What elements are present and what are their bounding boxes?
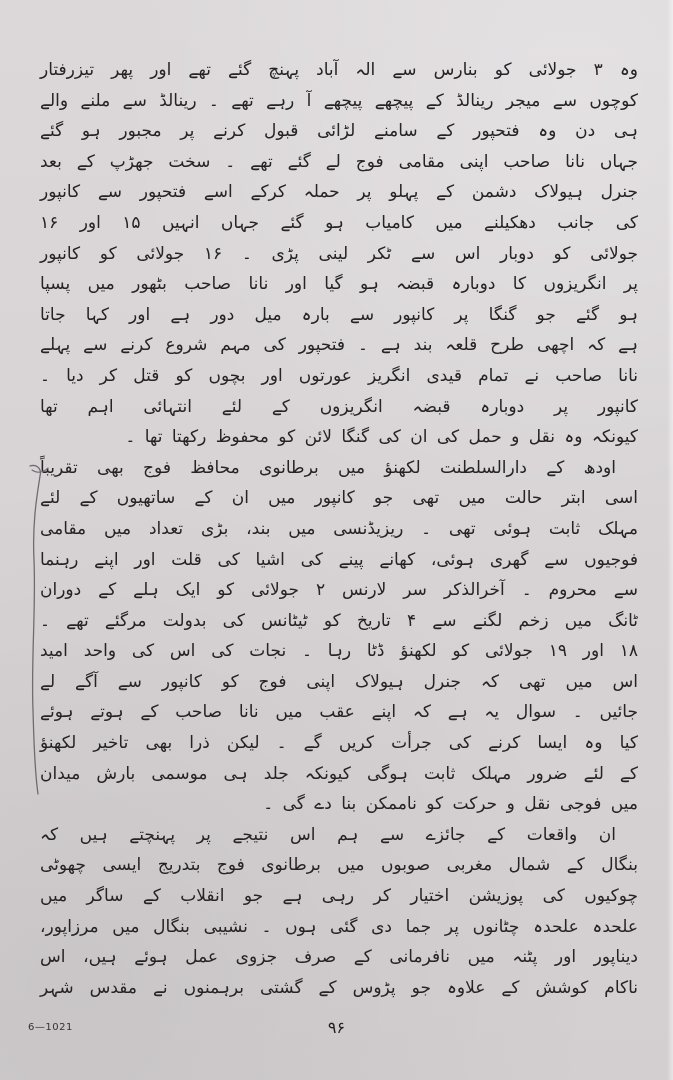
text-line: دیناپور اور پٹنہ میں نافرمانی کے صرف جزوی عمل ہوئے ہیں، اس: [40, 947, 638, 968]
text-line: جہاں نانا صاحب اپنی مقامی فوج لے گئے تھے ۔ سخت جھڑپ کے بعد: [40, 151, 638, 172]
text-line: جائیں ۔ سوال یہ ہے کہ اپنے عقب میں نانا صاحب کے ہوتے ہوئے: [40, 702, 638, 723]
text-line: پر انگریزوں کا دوبارہ قبضہ ہو گیا اور نانا صاحب بٹھور میں پسپا: [40, 274, 638, 295]
text-line: ناکام کوشش کے علاوہ جو پڑوس کے گشتی برہمنوں نے مقدس شہر: [40, 977, 638, 998]
text-line: جولائی کو دوبار اس سے ٹکر لینی پڑی ۔ ۱۶ جولائی کو کانپور: [40, 243, 638, 264]
urdu-text-block: [40, 55, 639, 998]
text-line: کے لئے ضرور مہلک ثابت ہوگی کیونکہ جلد ہی موسمی بارش میدان: [40, 763, 638, 784]
text-line: ٹانگ میں زخم لگنے سے ۴ تاریخ کو ٹیٹانس کی بدولت مرگئے تھے ۔: [40, 610, 638, 631]
text-line: ۱۸ اور ۱۹ جولائی کو لکھنؤ ڈٹا رہا ۔ نجات کی اس کی واحد امید: [40, 641, 638, 662]
text-line: مہلک ثابت ہوئی تھی ۔ ریزیڈنسی میں بند، بڑی تعداد میں مقامی: [40, 518, 638, 539]
text-line: سے محروم ۔ آخرالذکر سر لارنس ۲ جولائی کو ایک ہلے کے دوران: [40, 580, 638, 601]
text-line: اس میں تھی کہ جنرل ہیولاک اپنی فوج کو کانپور سے آگے لے: [40, 671, 638, 692]
text-line: اودھ کے دارالسلطنت لکھنؤ میں برطانوی محافظ فوج بھی تقریباً: [40, 457, 616, 478]
text-line: کانپور پر دوبارہ قبضہ انگریزوں کے لئے انتہائی اہم تھا: [40, 396, 638, 417]
text-line: نانا صاحب نے تمام قیدی انگریز عورتوں اور بچوں کو قتل کر دیا ۔: [40, 365, 638, 386]
text-line: میں فوجی نقل و حرکت کو ناممکن بنا دے گی ۔: [263, 794, 638, 815]
text-line: اسی ابتر حالت میں تھی جو کانپور میں ان کے ساتھیوں کے لئے: [40, 488, 638, 509]
text-line: چوکیوں کی پوزیشن اختیار کر رہی ہے جو انقلاب کے ساگر میں: [40, 886, 638, 907]
text-line: علحدہ علحدہ چٹانوں پر جما دی گئی ہوں ۔ نشیبی بنگال میں مرزاپور،: [40, 916, 638, 937]
text-line: ہو گئے جو گنگا پر کانپور سے بارہ میل دور ہے اور کہا جاتا: [40, 304, 638, 325]
text-line: کیونکہ وہ نقل و حمل کی ان کی گنگا لائن کو محفوظ رکھتا تھا ۔: [125, 427, 638, 448]
text-line: ہے کہ اچھی طرح قلعہ بند ہے ۔ فتحپور کی مہم شروع کرنے سے پہلے: [40, 335, 638, 356]
text-line: ہی دن وہ فتحپور کے سامنے لڑائی قبول کرنے پر مجبور ہو گئے: [40, 121, 638, 142]
text-line: فوجیوں سے گھری ہوئی، کھانے پینے کی اشیا کی قلت اور اپنے رہنما: [40, 549, 638, 570]
print-code: 6—1021: [28, 1022, 73, 1033]
text-line: کی جانب دھکیلنے میں کامیاب ہو گئے جہاں انہیں ۱۵ اور ۱۶: [40, 212, 639, 233]
scan-edge-highlight: [667, 0, 673, 1080]
text-line: بنگال کے شمال مغربی صوبوں میں برطانوی فوج بتدریج ایسی چھوٹی: [40, 855, 638, 876]
page-number: ۹۶: [327, 1018, 346, 1037]
text-line: ان واقعات کے جائزے سے ہم اس نتیجے پر پہنچتے ہیں کہ: [40, 824, 616, 845]
text-line: جنرل ہیولاک دشمن کے پہلو پر حملہ کرکے اسے فتحپور سے کانپور: [40, 182, 638, 203]
text-line: کوچوں سے میجر رینالڈ کے پیچھے پیچھے آ رہے تھے ۔ رینالڈ سے ملنے والے: [40, 90, 638, 111]
text-line: وہ ۳ جولائی کو بنارس سے الہ آباد پہنچ گئے تھے اور پھر تیزرفتار: [40, 60, 639, 80]
text-line: کیا وہ ایسا کرنے کی جرأت کریں گے ۔ لیکن ذرا بھی تاخیر لکھنؤ: [40, 733, 638, 754]
